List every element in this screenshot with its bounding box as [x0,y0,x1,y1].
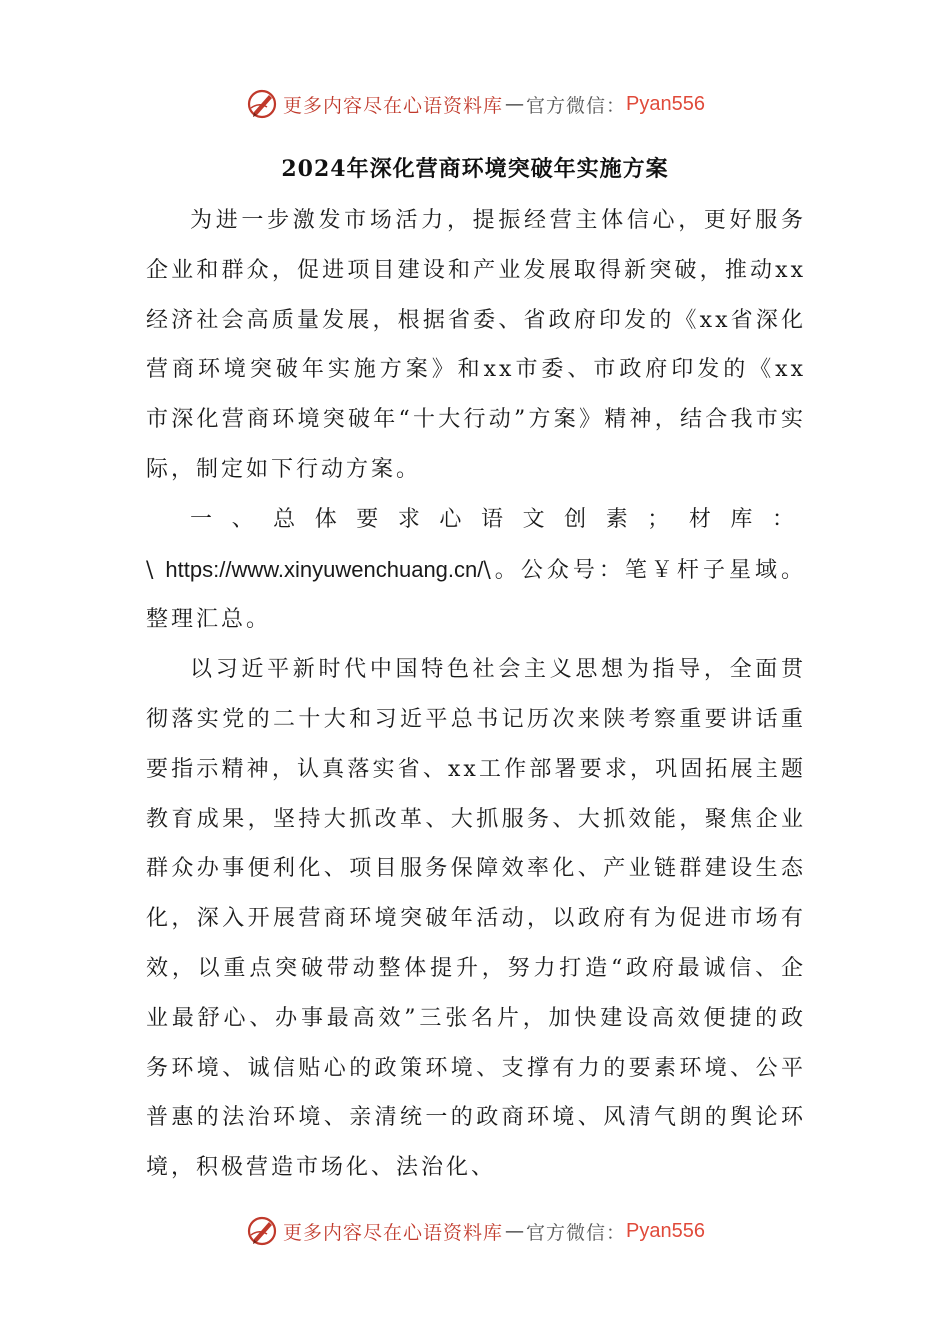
document-title: 2024年深化营商环境突破年实施方案 [281,156,669,182]
footer-banner [0,1211,950,1251]
section-heading [146,495,806,645]
footer-wechat-id: Pyan556 [626,1219,705,1242]
intro-paragraph: 为进一步激发市场活力，提振经营主体信心，更好服务企业和群众，促进项目建设和产业发展取得新突破，推动xx经济社会高质量发展，根据省委、省政府印发的《xx省深化营商环境突破年实施方案》和xx市委、市政府印发的《xx市深化营商环境突破年“十大行动”方案》精神，结合我市实际，制定如下行动方案。 [146,208,806,482]
banner-contact-label: 官方微信： [526,94,627,117]
footer-brand-text: 更多内容尽在心语资料库 [283,1221,504,1244]
document-body [146,196,806,1193]
section-heading-prefix: 一、总体要求心语文创素；材库：\ [146,506,806,583]
banner-separator: — [505,93,525,115]
banner-wechat-id: Pyan556 [626,92,705,115]
pen-nib-logo-icon [245,87,279,121]
section-heading-url: https://www.xinyuwenchuang.cn/ [165,556,484,582]
section-heading-suffix: \。公众号：笔￥杆子星域。整理汇总。 [146,557,806,633]
footer-contact-label: 官方微信： [526,1221,627,1244]
header-banner [0,84,950,124]
banner-brand-text: 更多内容尽在心语资料库 [283,94,504,117]
footer-separator: — [505,1220,525,1242]
pen-nib-logo-icon [245,1214,279,1248]
body-paragraph: 以习近平新时代中国特色社会主义思想为指导，全面贯彻落实党的二十大和习近平总书记历次来陕考察重要讲话重要指示精神，认真落实省、xx工作部署要求，巩固拓展主题教育成果，坚持大抓改革、大抓服务、大抓效能，聚焦企业群众办事便利化、项目服务保障效率化、产业链群建设生态化，深入开展营商环境突破年活动，以政府有为促进市场有效，以重点突破带动整体提升，努力打造“政府最诚信、企业最舒心、办事最高效”三张名片，加快建设高效便捷的政务环境、诚信贴心的政策环境、支撑有力的要素环境、公平普惠的法治环境、亲清统一的政商环境、风清气朗的舆论环境，积极营造市场化、法治化、 [146,657,806,1181]
